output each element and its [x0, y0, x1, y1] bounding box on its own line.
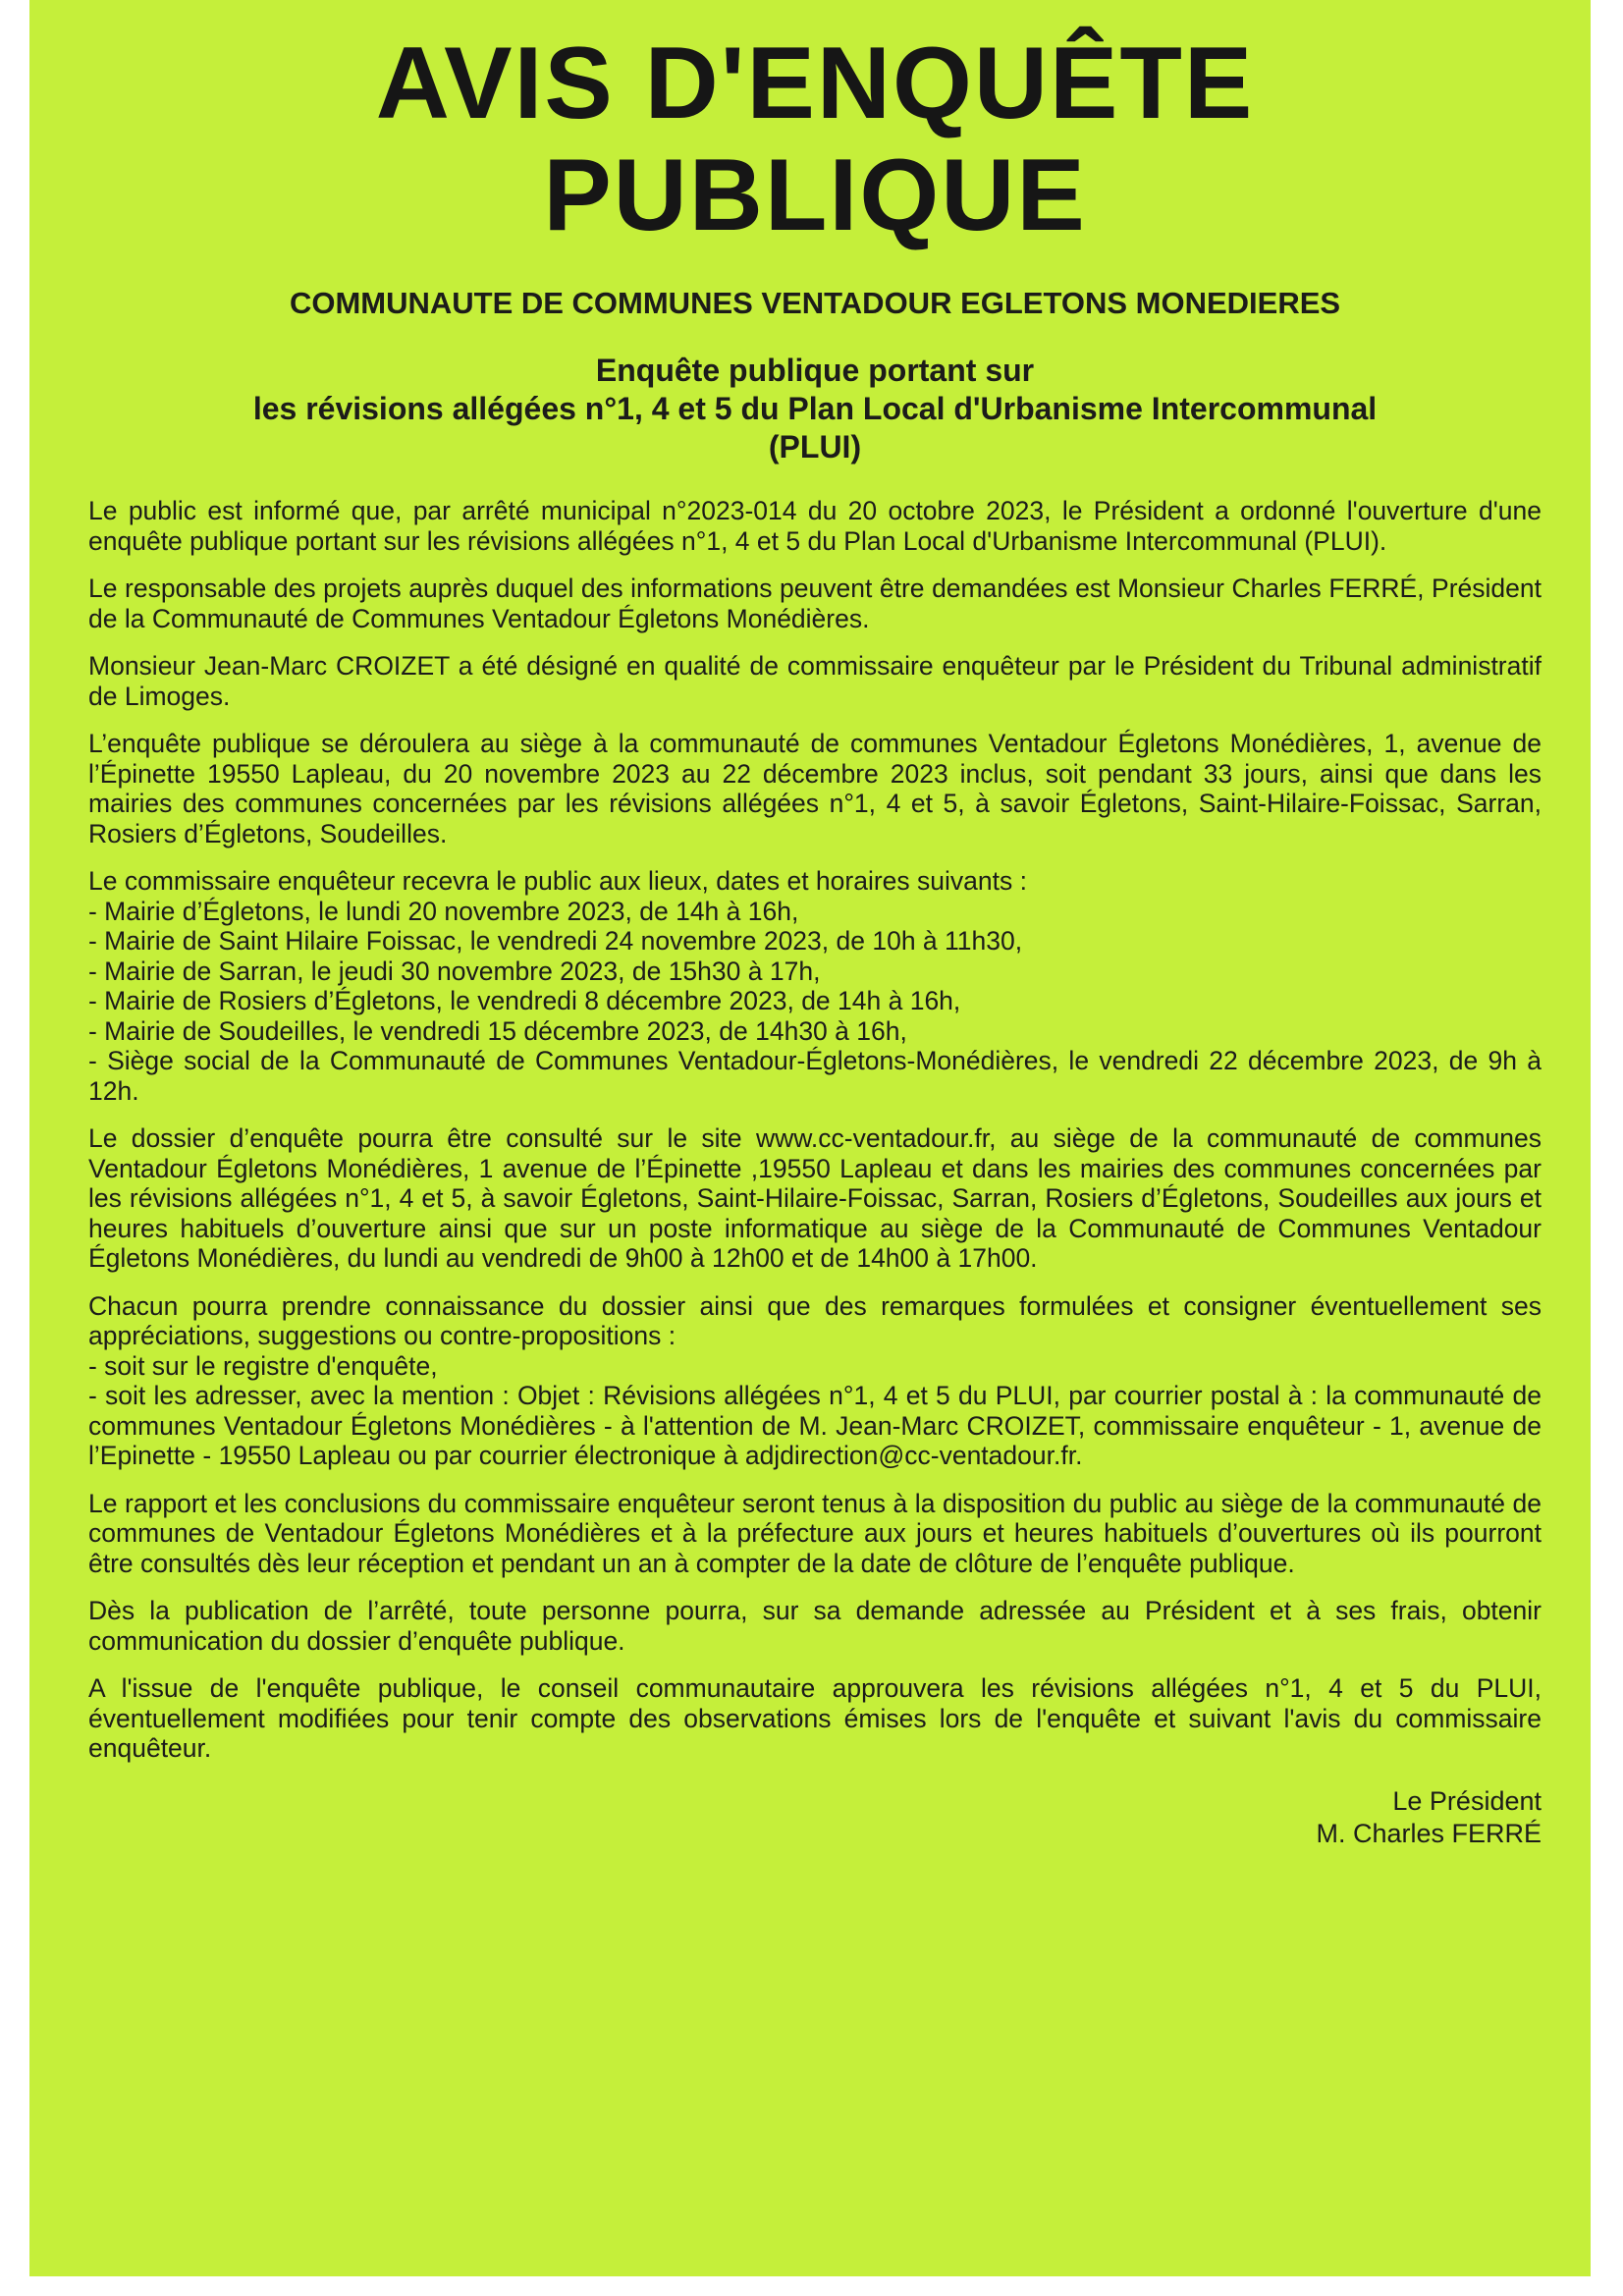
subtitle-line-1: Enquête publique portant sur [595, 353, 1035, 388]
list-item: - soit les adresser, avec la mention : Objet : Révisions allégées n°1, 4 et 5 du PLUI, par courrier postal à : la communauté de communes Ventadour Égletons Monédières - à l'attention de M. Jean-Marc CROIZET, commissaire enquêteur - 1, avenue de l’Epinette - 19550 Lapleau ou par courrier électronique à adjdirection@cc-ventadour.fr. [88, 1381, 1542, 1470]
permanences-list [88, 866, 1542, 1106]
list-item: - Siège social de la Communauté de Communes Ventadour-Égletons-Monédières, le vendredi 22 décembre 2023, de 9h à 12h. [88, 1046, 1542, 1106]
list-item: - soit sur le registre d'enquête, [88, 1350, 438, 1381]
list-item: - Mairie de Rosiers d’Égletons, le vendredi 8 décembre 2023, de 14h à 16h, [88, 986, 961, 1015]
paragraph-approval: A l'issue de l'enquête publique, le conseil communautaire approuvera les révisions allégées n°1, 4 et 5 du PLUI, éventuellement modifiées pour tenir compte des observations émises lors de l'enquête et suivant l'avis du commissaire enquêteur. [88, 1673, 1542, 1763]
signature-role: Le Président [1392, 1785, 1542, 1816]
subtitle-line-3: (PLUI) [768, 429, 862, 465]
paragraph-report: Le rapport et les conclusions du commissaire enquêteur seront tenus à la disposition du public au siège de la communauté de communes de Ventadour Égletons Monédières et à la préfecture aux jours et heures habituels d’ouvertures où ils pourront être consultés dès leur réception et pendant un an à compter de la date de clôture de l’enquête publique. [88, 1488, 1542, 1578]
permanences-intro: Le commissaire enquêteur recevra le public aux lieux, dates et horaires suivants : [88, 866, 1027, 896]
paragraph-commissioner: Monsieur Jean-Marc CROIZET a été désigné en qualité de commissaire enquêteur par le Président du Tribunal administratif de Limoges. [88, 651, 1542, 711]
paragraph-decree: Le public est informé que, par arrêté municipal n°2023-014 du 20 octobre 2023, le Président a ordonné l'ouverture d'une enquête publique portant sur les révisions allégées n°1, 4 et 5 du Plan Local d'Urbanisme Intercommunal (PLUI). [88, 496, 1542, 556]
list-item: - Mairie de Saint Hilaire Foissac, le vendredi 24 novembre 2023, de 10h à 11h30, [88, 926, 1023, 956]
signature-block [88, 1785, 1542, 1850]
paragraph-publication: Dès la publication de l’arrêté, toute personne pourra, sur sa demande adressée au Président et à ses frais, obtenir communication du dossier d’enquête publique. [88, 1596, 1542, 1656]
list-item: - Mairie de Sarran, le jeudi 30 novembre 2023, de 15h30 à 17h, [88, 956, 821, 986]
title-line-2: PUBLIQUE [543, 138, 1087, 252]
paragraph-dossier: Le dossier d’enquête pourra être consulté sur le site www.cc-ventadour.fr, au siège de la communauté de communes Ventadour Égletons Monédières, 1 avenue de l’Épinette ,19550 Lapleau et dans les mairies des communes concernées par les révisions allégées n°1, 4 et 5, à savoir Égletons, Saint-Hilaire-Foissac, Sarran, Rosiers d’Égletons, Soudeilles aux jours et heures habituels d’ouverture ainsi que sur un poste informatique au siège de la Communauté de Communes Ventadour Égletons Monédières, du lundi au vendredi de 9h00 à 12h00 et de 14h00 à 17h00. [88, 1123, 1542, 1273]
notice-title [88, 27, 1542, 251]
list-item: - Mairie d’Égletons, le lundi 20 novembre 2023, de 14h à 16h, [88, 896, 799, 926]
paragraph-responsible: Le responsable des projets auprès duquel des informations peuvent être demandées est Monsieur Charles FERRÉ, Président de la Communauté de Communes Ventadour Égletons Monédières. [88, 574, 1542, 633]
signature-name: M. Charles FERRÉ [1316, 1818, 1542, 1848]
observations-list [88, 1291, 1542, 1471]
subtitle-line-2: les révisions allégées n°1, 4 et 5 du Plan Local d'Urbanisme Intercommunal [252, 391, 1378, 426]
list-item: - Mairie de Soudeilles, le vendredi 15 décembre 2023, de 14h30 à 16h, [88, 1015, 907, 1046]
observations-intro: Chacun pourra prendre connaissance du dossier ainsi que des remarques formulées et consigner éventuellement ses appréciations, suggestions ou contre-propositions : [88, 1290, 1542, 1350]
paragraph-location-dates: L’enquête publique se déroulera au siège à la communauté de communes Ventadour Égletons Monédières, 1, avenue de l’Épinette 19550 Lapleau, du 20 novembre 2023 au 22 décembre 2023 inclus, soit pendant 33 jours, ainsi que dans les mairies des communes concernées par les révisions allégées n°1, 4 et 5, à savoir Égletons, Saint-Hilaire-Foissac, Sarran, Rosiers d’Égletons, Soudeilles. [88, 729, 1542, 848]
title-line-1: AVIS D'ENQUÊTE [375, 27, 1255, 140]
notice-sheet [29, 0, 1591, 2276]
inquiry-subject [88, 352, 1542, 466]
organization-name: COMMUNAUTE DE COMMUNES VENTADOUR EGLETONS MONEDIERES [289, 286, 1341, 320]
notice-body [88, 496, 1542, 1764]
